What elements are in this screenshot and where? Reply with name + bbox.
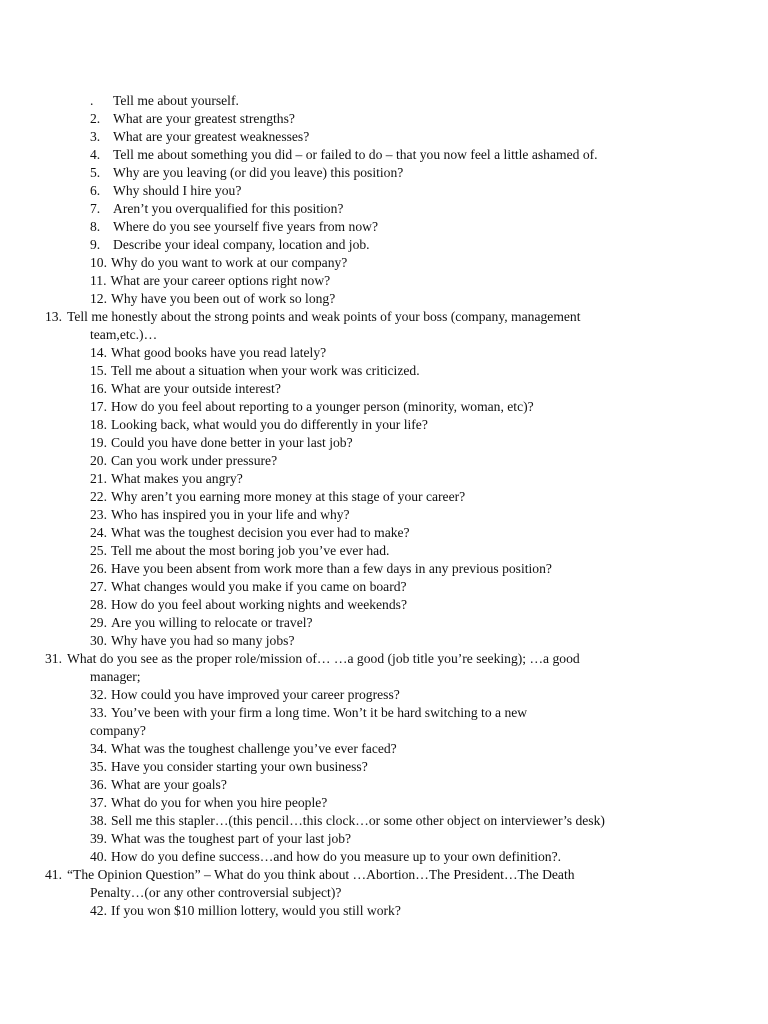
question-text: team,etc.)… xyxy=(90,327,158,342)
question-number: 29. xyxy=(90,615,107,630)
question-number: 36. xyxy=(90,777,107,792)
question-continuation xyxy=(0,722,768,740)
question-text: If you won $10 million lottery, would you still work? xyxy=(111,903,401,918)
question-number: 35. xyxy=(90,759,107,774)
question-item xyxy=(0,218,768,236)
question-item xyxy=(0,848,768,866)
document-page xyxy=(0,92,768,920)
question-item xyxy=(0,362,768,380)
question-number: 2. xyxy=(90,111,101,126)
question-item xyxy=(0,164,768,182)
question-text: Sell me this stapler…(this pencil…this clock…or some other object on interviewer’s desk) xyxy=(111,813,605,828)
question-number: 6. xyxy=(90,183,101,198)
question-item xyxy=(0,434,768,452)
question-number: 4. xyxy=(90,147,101,162)
question-number: 31. xyxy=(45,651,62,666)
question-item xyxy=(0,704,768,722)
question-item xyxy=(0,380,768,398)
question-text: What are your goals? xyxy=(111,777,227,792)
question-item xyxy=(0,452,768,470)
question-text: What do you for when you hire people? xyxy=(111,795,328,810)
question-number: 10. xyxy=(90,255,107,270)
question-number: 25. xyxy=(90,543,107,558)
question-item xyxy=(0,416,768,434)
question-text: Can you work under pressure? xyxy=(111,453,278,468)
question-text: Why are you leaving (or did you leave) this position? xyxy=(113,165,404,180)
question-number: 37. xyxy=(90,795,107,810)
question-text: How do you define success…and how do you measure up to your own definition?. xyxy=(111,849,562,864)
question-text: You’ve been with your firm a long time. Won’t it be hard switching to a new xyxy=(111,705,528,720)
question-item xyxy=(0,686,768,704)
question-item xyxy=(0,902,768,920)
question-text: Aren’t you overqualified for this position? xyxy=(113,201,344,216)
question-number: 27. xyxy=(90,579,107,594)
question-item xyxy=(0,146,768,164)
question-text: What was the toughest challenge you’ve ever faced? xyxy=(111,741,397,756)
question-continuation xyxy=(0,668,768,686)
question-text: What do you see as the proper role/mission of… …a good (job title you’re seeking); …a good xyxy=(67,651,580,666)
question-number: 30. xyxy=(90,633,107,648)
question-text: What good books have you read lately? xyxy=(111,345,327,360)
question-continuation xyxy=(0,884,768,902)
question-number: 21. xyxy=(90,471,107,486)
question-item xyxy=(0,776,768,794)
question-text: What are your greatest strengths? xyxy=(113,111,295,126)
question-number: 32. xyxy=(90,687,107,702)
question-number: 23. xyxy=(90,507,107,522)
question-text: Tell me honestly about the strong points and weak points of your boss (company, management xyxy=(67,309,581,324)
question-text: What makes you angry? xyxy=(111,471,243,486)
question-number: 7. xyxy=(90,201,101,216)
question-item xyxy=(0,866,768,884)
question-text: company? xyxy=(90,723,146,738)
question-text: Looking back, what would you do differently in your life? xyxy=(111,417,428,432)
question-number: 5. xyxy=(90,165,101,180)
question-number: 3. xyxy=(90,129,101,144)
question-text: Why do you want to work at our company? xyxy=(111,255,348,270)
question-item xyxy=(0,632,768,650)
question-number: 24. xyxy=(90,525,107,540)
question-number: 22. xyxy=(90,489,107,504)
question-number: 11. xyxy=(90,273,107,288)
question-item xyxy=(0,290,768,308)
question-item xyxy=(0,794,768,812)
question-number: 18. xyxy=(90,417,107,432)
question-text: Why have you been out of work so long? xyxy=(111,291,336,306)
question-text: Are you willing to relocate or travel? xyxy=(111,615,313,630)
question-item xyxy=(0,488,768,506)
question-item xyxy=(0,596,768,614)
question-text: Describe your ideal company, location and job. xyxy=(113,237,370,252)
question-item xyxy=(0,524,768,542)
question-text: What are your greatest weaknesses? xyxy=(113,129,310,144)
question-text: How do you feel about reporting to a younger person (minority, woman, etc)? xyxy=(111,399,534,414)
question-text: How do you feel about working nights and weekends? xyxy=(111,597,407,612)
question-text: Why have you had so many jobs? xyxy=(111,633,295,648)
question-text: How could you have improved your career progress? xyxy=(111,687,400,702)
question-text: Penalty…(or any other controversial subject)? xyxy=(90,885,342,900)
question-text: Could you have done better in your last job? xyxy=(111,435,353,450)
question-number: 16. xyxy=(90,381,107,396)
question-number: 15. xyxy=(90,363,107,378)
question-text: “The Opinion Question” – What do you think about …Abortion…The President…The Death xyxy=(67,867,575,882)
question-text: What are your career options right now? xyxy=(110,273,331,288)
question-number: 34. xyxy=(90,741,107,756)
question-number: 33. xyxy=(90,705,107,720)
question-number: 41. xyxy=(45,867,62,882)
question-item xyxy=(0,470,768,488)
question-item xyxy=(0,254,768,272)
question-number: 12. xyxy=(90,291,107,306)
question-number: 42. xyxy=(90,903,107,918)
question-number: 39. xyxy=(90,831,107,846)
question-number: 13. xyxy=(45,309,62,324)
question-item xyxy=(0,740,768,758)
question-item xyxy=(0,614,768,632)
question-text: What was the toughest decision you ever had to make? xyxy=(111,525,410,540)
question-number: 28. xyxy=(90,597,107,612)
question-list xyxy=(0,92,768,920)
question-text: manager; xyxy=(90,669,141,684)
question-text: Why aren’t you earning more money at this stage of your career? xyxy=(111,489,466,504)
question-item xyxy=(0,578,768,596)
question-number: 40. xyxy=(90,849,107,864)
question-text: Tell me about the most boring job you’ve ever had. xyxy=(111,543,390,558)
question-item xyxy=(0,812,768,830)
question-item xyxy=(0,272,768,290)
question-number: 14. xyxy=(90,345,107,360)
question-text: Tell me about something you did – or failed to do – that you now feel a little ashamed of. xyxy=(113,147,598,162)
question-item xyxy=(0,92,768,110)
question-number: 20. xyxy=(90,453,107,468)
question-item xyxy=(0,560,768,578)
question-item xyxy=(0,758,768,776)
question-number: 8. xyxy=(90,219,101,234)
question-item xyxy=(0,344,768,362)
question-text: What was the toughest part of your last job? xyxy=(111,831,352,846)
question-text: Why should I hire you? xyxy=(113,183,242,198)
question-text: Who has inspired you in your life and why? xyxy=(111,507,350,522)
question-text: What changes would you make if you came on board? xyxy=(111,579,407,594)
question-item xyxy=(0,650,768,668)
question-item xyxy=(0,398,768,416)
question-item xyxy=(0,830,768,848)
question-text: Have you been absent from work more than a few days in any previous position? xyxy=(111,561,552,576)
question-item xyxy=(0,182,768,200)
question-item xyxy=(0,236,768,254)
question-text: Tell me about a situation when your work was criticized. xyxy=(111,363,420,378)
question-item xyxy=(0,128,768,146)
question-text: What are your outside interest? xyxy=(111,381,281,396)
question-number: 17. xyxy=(90,399,107,414)
question-text: Have you consider starting your own business? xyxy=(111,759,368,774)
question-number: 38. xyxy=(90,813,107,828)
question-number: . xyxy=(90,93,94,108)
question-item xyxy=(0,308,768,326)
question-item xyxy=(0,506,768,524)
question-number: 26. xyxy=(90,561,107,576)
question-text: Tell me about yourself. xyxy=(113,93,239,108)
question-number: 19. xyxy=(90,435,107,450)
question-item xyxy=(0,200,768,218)
question-item xyxy=(0,110,768,128)
question-text: Where do you see yourself five years from now? xyxy=(113,219,378,234)
question-continuation xyxy=(0,326,768,344)
question-number: 9. xyxy=(90,237,101,252)
question-item xyxy=(0,542,768,560)
